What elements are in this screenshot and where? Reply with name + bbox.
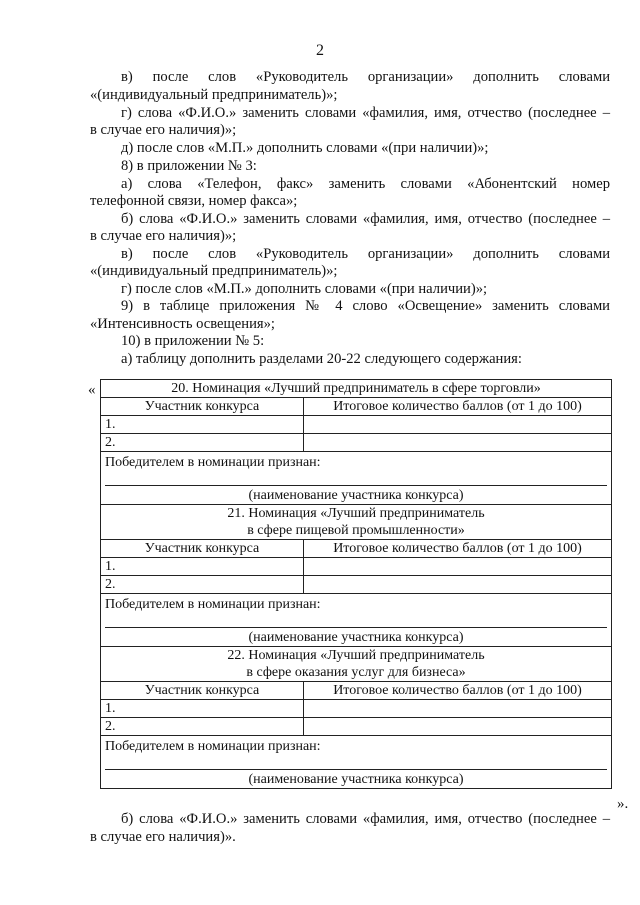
paragraph-line: «Интенсивность освещения»; <box>90 316 275 332</box>
row-number: 2. <box>101 718 304 736</box>
open-quote: « <box>88 382 96 398</box>
paragraph-line: в случае его наличия)»; <box>90 122 237 138</box>
table-header-row <box>101 540 612 558</box>
nominations-table <box>100 379 612 789</box>
paragraph-line: «(индивидуальный предприниматель)»; <box>90 87 338 103</box>
winner-cell <box>101 594 612 647</box>
row-number: 1. <box>101 700 304 718</box>
table-header-row <box>101 682 612 700</box>
paragraph-line: б) слова «Ф.И.О.» заменить словами «фамилия, имя, отчество (последнее – <box>121 811 610 827</box>
column-header-score: Итоговое количество баллов (от 1 до 100) <box>304 540 612 558</box>
column-header-score: Итоговое количество баллов (от 1 до 100) <box>304 398 612 416</box>
winner-caption: (наименование участника конкурса) <box>248 772 464 787</box>
score-cell <box>304 718 612 736</box>
row-number: 2. <box>101 434 304 452</box>
table-row <box>101 416 612 434</box>
nomination-22-header <box>101 647 612 682</box>
nomination-20-header <box>101 380 612 398</box>
paragraph-line: в случае его наличия)». <box>90 829 236 845</box>
winner-label: Победителем в номинации признан: <box>105 739 321 754</box>
paragraph-line: в) после слов «Руководитель организации» дополнить словами <box>121 69 610 85</box>
score-cell <box>304 576 612 594</box>
winner-caption: (наименование участника конкурса) <box>248 630 464 645</box>
winner-blank-line <box>105 473 607 486</box>
score-cell <box>304 434 612 452</box>
table-row <box>101 558 612 576</box>
nomination-title-line: 22. Номинация «Лучший предприниматель <box>227 648 485 663</box>
row-number: 1. <box>101 558 304 576</box>
table-row <box>101 700 612 718</box>
column-header-score: Итоговое количество баллов (от 1 до 100) <box>304 682 612 700</box>
paragraph-line: в) после слов «Руководитель организации» дополнить словами <box>121 246 610 262</box>
column-header-participant: Участник конкурса <box>101 398 304 416</box>
paragraph-line: б) слова «Ф.И.О.» заменить словами «фамилия, имя, отчество (последнее – <box>121 211 610 227</box>
winner-blank-line <box>105 757 607 770</box>
nomination-title-line: 21. Номинация «Лучший предприниматель <box>227 506 485 521</box>
nomination-title: 20. Номинация «Лучший предприниматель в сфере торговли» <box>101 380 612 398</box>
paragraph-line: 9) в таблице приложения № 4 слово «Освещение» заменить словами <box>121 298 610 314</box>
close-quote: ». <box>617 796 629 812</box>
winner-caption: (наименование участника конкурса) <box>248 488 464 503</box>
winner-row <box>101 594 612 647</box>
winner-label: Победителем в номинации признан: <box>105 597 321 612</box>
nomination-title-line: в сфере оказания услуг для бизнеса» <box>246 665 466 680</box>
paragraph-line: г) слова «Ф.И.О.» заменить словами «фамилия, имя, отчество (последнее – <box>121 105 610 121</box>
paragraph-line: «(индивидуальный предприниматель)»; <box>90 263 338 279</box>
page-number: 2 <box>316 42 324 59</box>
nomination-title <box>101 505 612 540</box>
paragraph-line: г) после слов «М.П.» дополнить словами «(при наличии)»; <box>121 281 488 297</box>
table-row <box>101 718 612 736</box>
paragraph-line: телефонной связи, номер факса»; <box>90 193 298 209</box>
score-cell <box>304 558 612 576</box>
paragraph-line: д) после слов «М.П.» дополнить словами «(при наличии)»; <box>121 140 489 156</box>
nomination-21-header <box>101 505 612 540</box>
paragraph-line: 8) в приложении № 3: <box>121 158 257 174</box>
row-number: 1. <box>101 416 304 434</box>
paragraph-line: а) таблицу дополнить разделами 20-22 следующего содержания: <box>121 351 522 367</box>
column-header-participant: Участник конкурса <box>101 682 304 700</box>
winner-blank-line <box>105 615 607 628</box>
table-row <box>101 434 612 452</box>
table-header-row <box>101 398 612 416</box>
winner-cell <box>101 452 612 505</box>
score-cell <box>304 416 612 434</box>
winner-row <box>101 736 612 789</box>
paragraph-line: а) слова «Телефон, факс» заменить словами «Абонентский номер <box>121 176 610 192</box>
nomination-title <box>101 647 612 682</box>
row-number: 2. <box>101 576 304 594</box>
winner-label: Победителем в номинации признан: <box>105 455 321 470</box>
paragraph-line: в случае его наличия)»; <box>90 228 237 244</box>
paragraph-line: 10) в приложении № 5: <box>121 333 265 349</box>
winner-cell <box>101 736 612 789</box>
nomination-title-line: в сфере пищевой промышленности» <box>247 523 465 538</box>
table-row <box>101 576 612 594</box>
score-cell <box>304 700 612 718</box>
column-header-participant: Участник конкурса <box>101 540 304 558</box>
winner-row <box>101 452 612 505</box>
